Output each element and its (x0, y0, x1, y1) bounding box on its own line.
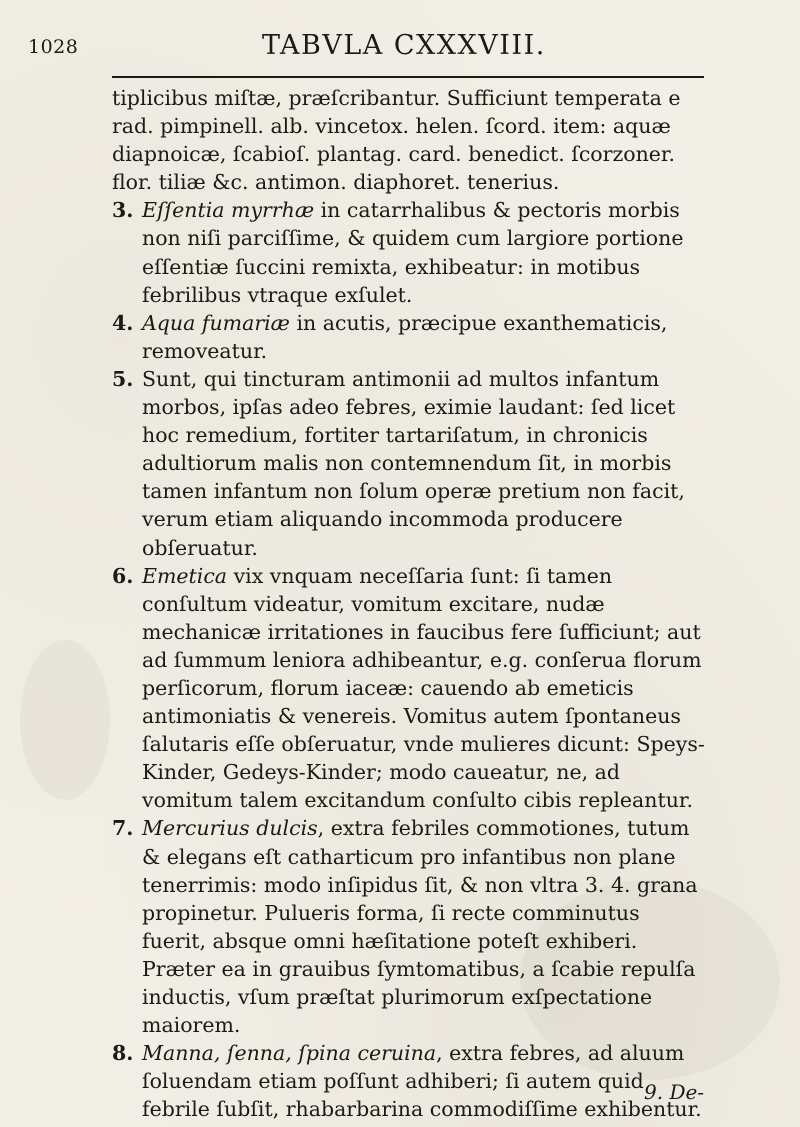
list-item-7 (112, 814, 710, 1039)
item-number: 8. (112, 1041, 134, 1066)
body-text (112, 84, 710, 1123)
header-rule (112, 76, 704, 78)
page-header (0, 0, 800, 80)
item-number: 5. (112, 366, 134, 391)
item-text: Sunt, qui tincturam antimonii ad multos infantum morbos, ipſas adeo febres, eximie laudant: ſed licet hoc remedium, fortiter tartariſatum, in chronicis adultiorum malis non contemnendum ſit, in morbis tamen infantum non ſolum operæ pretium non facit, verum etiam aliquando incommoda producere obſeruatur. (142, 366, 685, 560)
list-item-6 (112, 562, 710, 815)
item-number: 4. (112, 310, 134, 335)
item-number: 7. (112, 816, 134, 841)
item-title: Emetica (142, 563, 228, 588)
item-text: in acutis, præcipue exanthematicis, removeatur. (142, 310, 668, 363)
item-title: Aqua fumariæ (142, 310, 290, 335)
item-text: in catarrhalibus & pectoris morbis non niſi parciſſime, & quidem cum largiore portione eſſentiæ ſuccini remixta, exhibeatur: in motibus febrilibus vtraque exſulet. (142, 198, 684, 307)
running-title: TABVLA CXXXVIII. (262, 30, 546, 61)
paper-stain (20, 640, 110, 800)
item-text: vix vnquam neceſſaria ſunt: ſi tamen conſultum videatur, vomitum excitare, nudæ mechanicæ irritationes in faucibus fere ſufficiunt; aut ad ſummum leniora adhibeantur, e.g. conſerua florum perſicorum, florum iaceæ: cauendo ab emeticis antimoniatis & venereis. Vomitus autem ſpontaneus ſalutaris eſſe obſeruatur, vnde mulieres dicunt: Speys-Kinder, Gedeys-Kinder; modo caueatur, ne, ad vomitum talem excitandum conſulto cibis repleantur. (142, 563, 705, 813)
item-title: Manna, ſenna, ſpina ceruina (142, 1041, 437, 1066)
list-item-3 (112, 196, 710, 308)
item-title: Eſſentia myrrhæ (142, 198, 315, 223)
item-title: Mercurius dulcis (142, 816, 318, 841)
intro-paragraph: tiplicibus miſtæ, præſcribantur. Sufficiunt temperata e rad. pimpinell. alb. vincetox. helen. ſcord. item: aquæ diapnoicæ, ſcabioſ. plantag. card. benedict. ſcorzoner. flor. tiliæ &c. antimon. diaphoret. tenerius. (112, 86, 681, 195)
item-text: , extra febres, ad aluum ſoluendam etiam poſſunt adhiberi; ſi autem quid febrile ſubſit, rhabarbarina commodiſſime exhibentur. (142, 1041, 702, 1122)
list-item-8 (112, 1039, 710, 1123)
item-number: 6. (112, 563, 134, 588)
page-number: 1028 (28, 36, 79, 58)
item-number: 3. (112, 198, 134, 223)
list-item-4 (112, 309, 710, 365)
item-text: , extra febriles commotiones, tutum & elegans eſt catharticum pro infantibus non plane tenerrimis: modo inſipidus ſit, & non vltra 3. 4. grana propinetur. Pulueris forma, ſi recte comminutus fuerit, absque omni hæſitatione poteſt exhiberi. Præter ea in grauibus ſymtomatibus, a ſcabie repulſa inductis, vſum præſtat plurimorum exſpectatione maiorem. (142, 816, 698, 1038)
catchword: 9. De- (644, 1080, 705, 1104)
list-item-5 (112, 365, 710, 562)
